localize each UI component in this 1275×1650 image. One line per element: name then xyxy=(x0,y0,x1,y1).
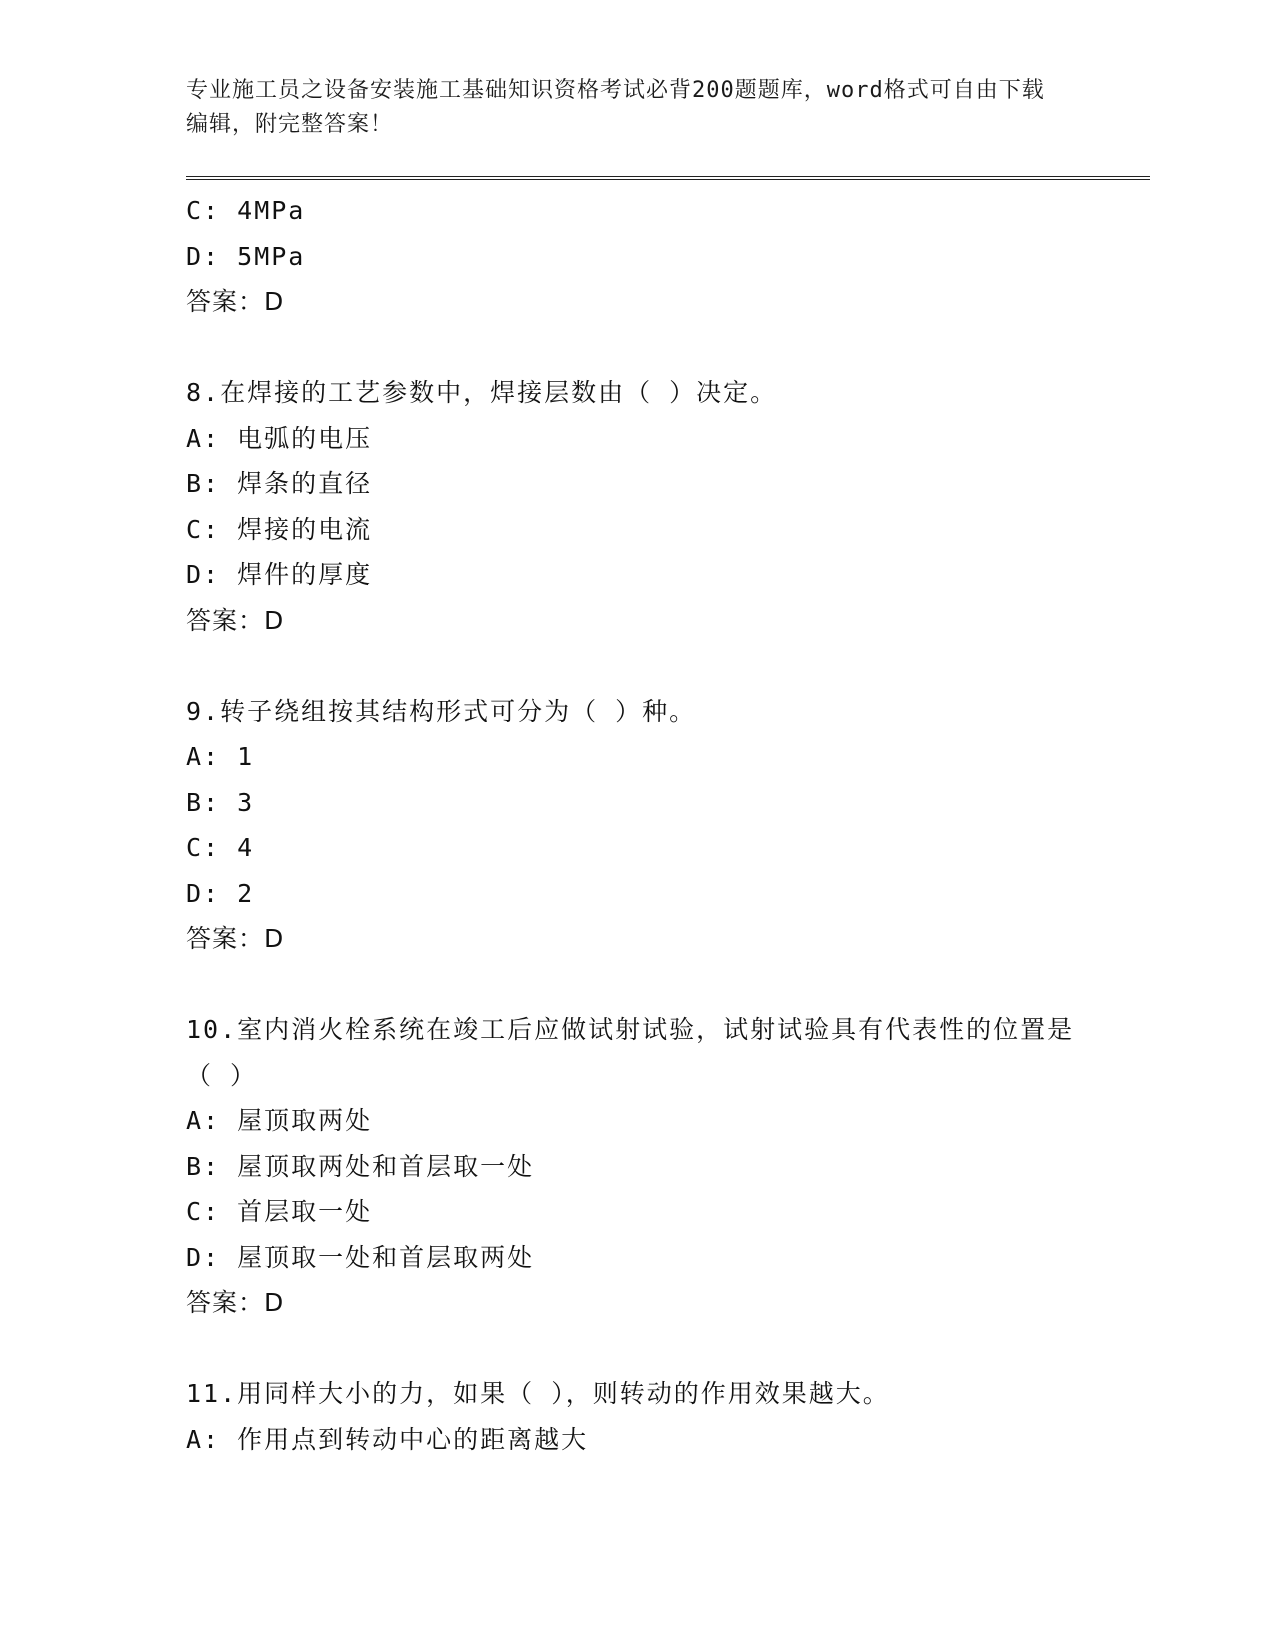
option-c: C: 4 xyxy=(186,833,255,862)
answer-label: 答案：D xyxy=(186,924,285,953)
spacer xyxy=(186,643,1086,689)
option-b: B: 屋顶取两处和首层取一处 xyxy=(186,1151,535,1181)
header-divider xyxy=(186,176,1150,180)
option-c: C: 首层取一处 xyxy=(186,1197,373,1226)
option-b: B: 3 xyxy=(186,787,255,817)
option-d: D: 焊件的厚度 xyxy=(186,560,373,589)
option-d: D: 屋顶取一处和首层取两处 xyxy=(186,1242,535,1272)
spacer xyxy=(186,962,1086,1008)
option-a: A: 电弧的电压 xyxy=(186,423,373,453)
option-d: D: 5MPa xyxy=(186,241,306,271)
option-c: C: 焊接的电流 xyxy=(186,514,373,544)
question-stem: 10.室内消火栓系统在竣工后应做试射试验，试射试验具有代表性的位置是（ ） xyxy=(186,1015,1075,1090)
question-list xyxy=(186,188,1086,1462)
answer-label: 答案：D xyxy=(186,1288,285,1317)
option-a: A: 1 xyxy=(186,742,255,771)
answer-label: 答案：D xyxy=(186,287,285,316)
option-a: A: 屋顶取两处 xyxy=(186,1106,373,1135)
spacer xyxy=(186,325,1086,371)
option-c: C: 4MPa xyxy=(186,196,306,225)
option-a: A: 作用点到转动中心的距离越大 xyxy=(186,1424,589,1454)
question-stem: 11.用同样大小的力，如果（ ），则转动的作用效果越大。 xyxy=(186,1379,890,1408)
spacer xyxy=(186,1326,1086,1372)
question-stem: 9.转子绕组按其结构形式可分为（ ）种。 xyxy=(186,696,697,726)
answer-label: 答案：D xyxy=(186,605,285,635)
page-header-title: 专业施工员之设备安装施工基础知识资格考试必背200题题库，word格式可自由下载编辑，附完整答案！ xyxy=(186,78,1045,137)
option-b: B: 焊条的直径 xyxy=(186,469,373,498)
question-stem: 8.在焊接的工艺参数中，焊接层数由（ ）决定。 xyxy=(186,378,778,407)
option-d: D: 2 xyxy=(186,878,255,908)
